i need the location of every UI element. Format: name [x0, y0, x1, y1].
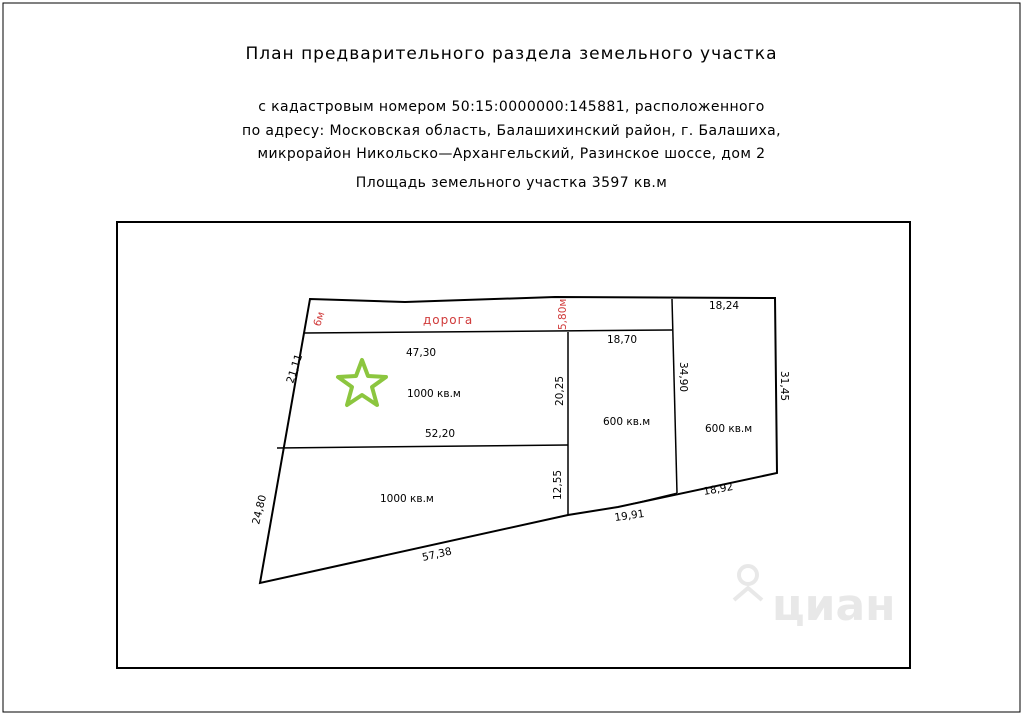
plot-4-area: 600 кв.м	[705, 423, 753, 435]
plan-title: План предварительного раздела земельного участка	[245, 44, 778, 64]
dim-bottom-right: 18,92	[702, 480, 735, 498]
dim-plot1-right: 20,25	[554, 375, 566, 406]
plot-divider-vertical-2	[672, 299, 677, 493]
dim-bottom-long: 57,38	[420, 545, 453, 564]
watermark-logo	[734, 566, 896, 631]
total-area-text: Площадь земельного участка 3597 кв.м	[355, 175, 668, 191]
plot-1-area: 1000 кв.м	[407, 388, 461, 400]
address-line-2: микрорайон Никольско—Архангельский, Разинское шоссе, дом 2	[257, 146, 766, 162]
road-edge-line	[304, 330, 672, 333]
parcel-boundary	[260, 297, 777, 583]
dim-left-upper: 21,11	[284, 352, 306, 385]
dim-bottom-mid: 19,91	[613, 507, 646, 524]
road-width-left: 6м	[311, 310, 328, 328]
plot-3-area: 600 кв.м	[603, 416, 651, 428]
road-width-right: 5,80м	[557, 298, 569, 330]
dim-top-plot1: 47,30	[406, 347, 437, 359]
road-label: дорога	[423, 313, 474, 327]
dim-plot3-right: 34,90	[677, 362, 689, 393]
dim-plot4-top: 18,24	[709, 300, 740, 312]
cadastral-line: с кадастровым номером 50:15:0000000:145881, расположенного	[258, 99, 765, 115]
dim-plot4-right: 31,45	[778, 371, 790, 402]
dim-plot2-right: 12,55	[552, 469, 564, 500]
plot-2-area: 1000 кв.м	[380, 493, 434, 505]
plot-divider-line	[277, 445, 568, 448]
star-icon	[338, 360, 386, 405]
address-line-1: по адресу: Московская область, Балашихинский район, г. Балашиха,	[242, 123, 781, 139]
dim-left-lower: 24,80	[250, 493, 270, 526]
watermark-text: циан	[772, 580, 896, 631]
dim-plot3-top: 18,70	[607, 334, 638, 346]
dim-divider: 52,20	[425, 428, 456, 440]
